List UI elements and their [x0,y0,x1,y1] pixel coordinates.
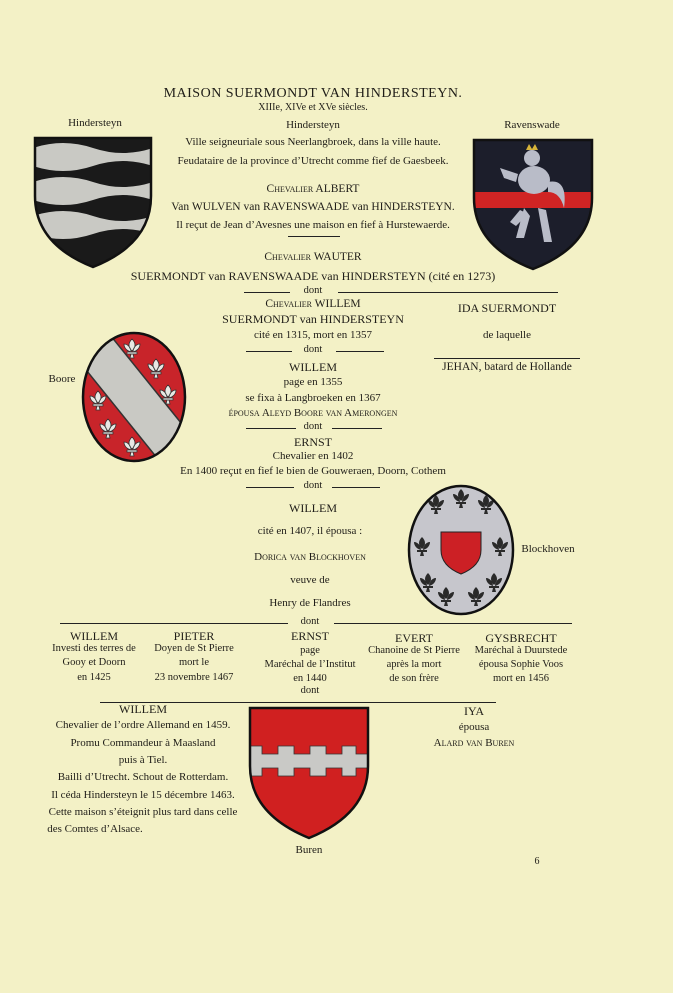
child-1-line-1: Investi des terres de [52,643,136,654]
willem4-line-7: des Comtes d’Alsace. [47,823,143,835]
child-3-line-2: Maréchal de l’Institut [264,659,356,670]
willem2-line-2: se fixa à Langbroeken en 1367 [245,392,381,404]
ravenswade-shield-icon [472,138,594,271]
willem3-line-4: Henry de Flandres [269,597,351,609]
intro-line-1: Ville seigneuriale sous Neerlangbroek, dans la ville haute. [185,136,441,148]
willem4-line-6: Cette maison s’éteignit plus tard dans celle [48,806,238,818]
child-1-name: WILLEM [70,629,118,643]
child-4-name: EVERT [395,631,433,645]
willem3-dont: dont [300,616,320,627]
ida-note: de laquelle [483,329,531,341]
willem2-dont-rule-right [332,428,382,429]
boore-arms-label: Boore [48,373,76,385]
willem4-line-3: puis à Tiel. [118,754,168,766]
albert-rule [288,236,340,237]
wauter-dont-rule-left [244,292,290,293]
willem1-dont-rule-right [336,351,384,352]
willem1-dont: dont [303,344,323,355]
hindersteyn-arms-label: Hindersteyn [68,117,122,129]
wauter-title: Chevalier WAUTER [264,251,362,263]
child-1-line-2: Gooy et Doorn [62,657,126,668]
iya-line-2: Alard van Buren [433,737,515,749]
willem2-dont-rule-left [246,428,296,429]
willem4-name: WILLEM [119,702,167,716]
willem2-line-3: épousa Aleyd Boore van Amerongen [228,407,398,419]
willem3-line-2: Dorica van Blockhoven [254,551,366,563]
child-1-line-3: en 1425 [77,672,111,683]
willem2-line-1: page en 1355 [283,376,343,388]
buren-arms-label: Buren [295,844,323,856]
child-2-name: PIETER [173,629,215,643]
buren-shield-icon [248,706,370,840]
wauter-dont: dont [303,285,323,296]
willem2-dont: dont [303,421,323,432]
children-dont: dont [300,685,320,696]
child-4-line-1: Chanoine de St Pierre [368,645,460,656]
blockhoven-arms-label: Blockhoven [521,543,575,555]
ernst-name: ERNST [293,435,333,449]
willem4-line-1: Chevalier de l’ordre Allemand en 1459. [55,719,231,731]
page-title: MAISON SUERMONDT VAN HINDERSTEYN. [163,86,463,101]
child-5-line-1: Maréchal à Duurstede [474,645,568,656]
child-3-line-1: page [300,645,320,656]
hindersteyn-shield-icon [33,136,153,269]
willem4-line-2: Promu Commandeur à Maasland [70,737,216,749]
willem1-dont-rule-left [246,351,292,352]
page-number: 6 [534,856,540,867]
albert-title: Chevalier ALBERT [266,183,360,195]
albert-name: Van WULVEN van RAVENSWAADE van HINDERSTEYN. [171,201,455,213]
ida-name: IDA SUERMONDT [457,301,557,315]
child-3-name: ERNST [290,629,330,643]
ida-child: JEHAN, batard de Hollande [442,361,572,373]
ida-rule [434,358,580,359]
willem3-name: WILLEM [289,501,337,515]
wauter-dont-rule-right [338,292,558,293]
willem4-line-4: Bailli d’Utrecht. Schout de Rotterdam. [57,771,229,783]
child-5-line-3: mort en 1456 [493,673,549,684]
child-5-line-2: épousa Sophie Voos [478,659,564,670]
ravenswade-arms-label: Ravenswade [504,119,560,131]
intro-line-2: Feudataire de la province d’Utrecht comme fief de Gaesbeek. [177,155,449,167]
child-2-line-3: 23 novembre 1467 [154,672,234,683]
willem3-dont-rule-right [334,623,572,624]
ernst-line-2: En 1400 reçut en fief le bien de Gouweraen, Doorn, Cothem [180,465,446,477]
child-2-line-1: Doyen de St Pierre [154,643,234,654]
willem1-name: SUERMONDT van HINDERSTEYN [222,312,404,326]
centuries-subtitle: XIIIe, XIVe et XVe siècles. [258,102,368,113]
willem1-title: Chevalier WILLEM [265,298,361,310]
child-2-line-2: mort le [178,657,210,668]
child-4-line-2: après la mort [386,659,442,670]
ernst-dont-rule-right [332,487,380,488]
willem4-line-5: Il céda Hindersteyn le 15 décembre 1463. [51,789,235,801]
willem2-name: WILLEM [289,360,337,374]
child-3-line-3: en 1440 [293,673,327,684]
albert-note: Il reçut de Jean d’Avesnes une maison en fief à Hurstewaerde. [176,219,450,231]
ernst-dont-rule-left [246,487,294,488]
willem3-dont-rule-left [60,623,288,624]
blockhoven-shield-icon [406,484,516,617]
child-4-line-3: de son frère [389,673,439,684]
willem3-line-3: veuve de [290,574,330,586]
willem1-dates: cité en 1315, mort en 1357 [254,329,372,341]
iya-name: IYA [464,704,484,718]
child-5-name: GYSBRECHT [485,631,557,645]
boore-shield-icon [80,330,188,464]
ernst-line-1: Chevalier en 1402 [272,450,354,462]
intro-place: Hindersteyn [286,119,340,131]
ernst-dont: dont [303,480,323,491]
willem3-line-1: cité en 1407, il épousa : [257,525,363,537]
wauter-name: SUERMONDT van RAVENSWAADE van HINDERSTEYN (cité en 1273) [130,269,496,283]
iya-line-1: épousa [458,721,490,733]
